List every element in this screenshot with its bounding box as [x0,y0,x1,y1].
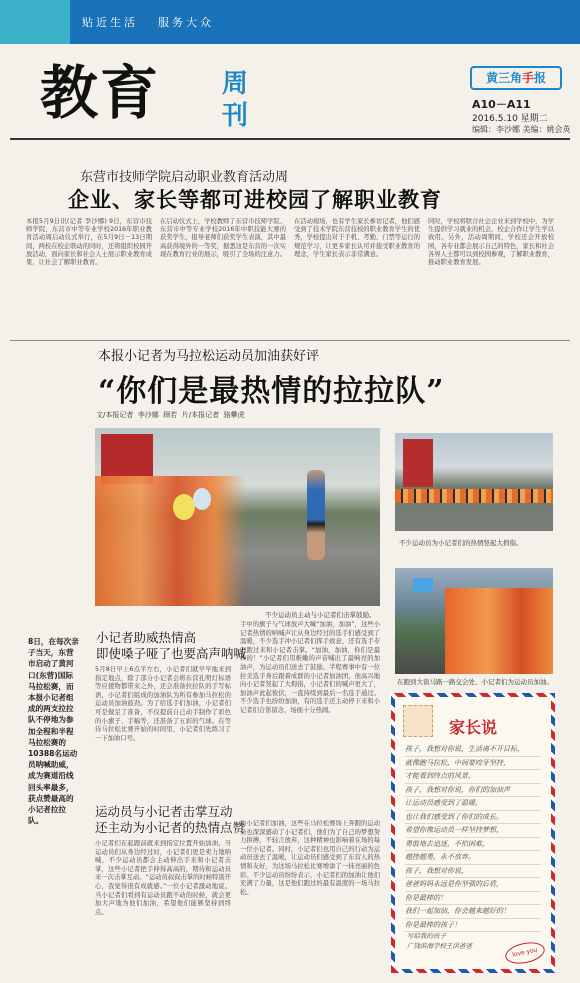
parent-letter-signature: 写给我的孩子 广饶滨海学校王洪爸爸 [407,932,472,950]
paper-name-part-c: 报 [534,71,547,85]
paper-logo [470,66,562,90]
section2-headline-line1: 运动员与小记者击掌互动 [95,804,233,819]
article2-byline: 文/本报记者 李沙娜 顾若 片/本报记者 骆攀虎 [96,411,245,419]
banner-accent-block [0,0,70,44]
photo-balloon [173,494,195,520]
article1-headline: 企业、家长等都可进校园了解职业教育 [68,188,442,212]
photo3-caption: 在跑到大街马路一路交会处，小记者们为运动员加油。 [397,678,553,686]
issue-editors: 编辑：李沙娜 美编：姚会英 [472,125,571,134]
section2-body-left: 小记者们在起跑前就来到指定位置开始加油，当运动员们从身边经过时，小记者们更是卖力地呐喊，不少运动员都会主动伸出手来和小记者击掌，这些小记者把手伸得高高的，期待和运动员来一次击掌互动。“运动员叔叔击掌的时候特别开心，我觉得很有成就感。”一位小记者激动地说。当小记者们看到有运动员跑不动的时候，就会更加大声地为他们加油，希望他们能够坚持到终点。 [95,840,231,916]
love-stamp: love you [503,939,546,967]
photo-kids-crowd [95,476,245,606]
section1-body-left: 5月8日早上6点半左右，小记者们就早早地来到指定地点，除了部分小记者会将东营孔明灯标语等应援物都带来之外，还会准备拉拉队的手写标语，小记者们组成的加油队为所有参加马拉松的运动员加油鼓劲。为了给选手们加油，小记者们可是做足了准备，不仅提前自己动手制作了彩色的小旗子、手幅等，还准备了五彩的气球。在等待马拉松比赛开始的时间里，小记者们先练习了一下加油口号。 [95,666,231,742]
section1-headline [96,630,246,662]
parent-letter-line: 爸爸妈妈永远是你坚强的后盾， [405,878,541,892]
article2-headline: “你们是最热情的拉拉队” [98,374,445,409]
section1-body-right: 手中的旗子与气球放声大喊“加油，加油”，这些小记者热情的呐喊声让从身边经过的选手们感受到了温暖，不少选手冲小记者们挥手致意，还有选手专门跑过来和小记者击掌。“加油，加油，你们是最棒的！”小记者们用稚嫩的声音喊出了最响亮的加油声，为运动员们送去了鼓励。半程赛事中有一位拉美选手身后跟着成群的小记者加油团，他高兴地向小记者竖起了大拇指，小记者们的喊声更大了，加油声此起彼伏，一直持续到最后一名选手通过。不少选手也纷纷加油，有的选手还主动停下来和小记者们合影留念，场面十分热闹。 [240,621,380,714]
banner-slogan [82,14,234,30]
photo2-caption: 不少运动员为小记者们的热情竖起大拇指。 [399,539,523,547]
slogan-part-1: 贴近生活 [82,16,138,29]
article1-column-2: 在启动仪式上，学校教师了东营市技师学院、东营市中等专业学校2016年中职技能大赛的获奖学生，报导老师们获奖学生表演，其中最高获得境外的一等奖，据悉这是东营的一次实现在教育行业的展示，吸引了全场的注意力。 [160,218,286,258]
section1-headline-line2: 即使嗓子哑了也要高声呐喊 [96,646,247,661]
article1-column-4: 同时，学校将联合社会企业来到学校中，为学生提供学习就业的机会，校企合作让学生学以致用。另外，活动周期间，学校还会开放校园，各专业都会展示自己的特色，家长和社会各界人士都可以到校园参观，了解职业教育，推动职业教育发展。 [428,218,554,267]
photo-gate [403,439,433,487]
photo1-caption: 不少运动员主动与小记者们击掌鼓励。 [265,611,376,619]
parent-letter-line: 越挫越勇，永不放弃。 [405,851,541,865]
parent-letter-line: 孩子，我想对你说， [405,865,541,879]
article1-column-3: 在活动现场，也有学生家长参访记者，他们感受到了技术学院东营技校的职业教育学生的优秀，学校提出对于手机、考勤、门禁等运行的规范学习，让更多家长认可并接受职业教育的理念，学生家长表示非常满意。 [294,218,420,258]
article1-kicker: 东营市技师学院启动职业教育活动周 [80,170,289,185]
parent-letter-line: 你是最棒的孩子！ [405,919,541,933]
photo-spectator-row [395,489,553,503]
photo-flag [413,578,433,592]
article-divider [10,340,570,341]
parent-letter-line: 你是最棒的！ [405,892,541,906]
parent-letter-line: 孩子，我想对你说，生活离不开目标， [405,743,541,757]
parent-letter-title: 家长说 [448,718,497,737]
parent-letter-card [391,693,555,973]
masthead-divider [10,138,570,140]
article1-column-1: 本报5月9日讯(记者 李沙娜) 9日，东营市技师学院、东营市中等专业学校2016年职业教育活动周启动仪式举行，在5月9日－13日期间，两校在校企联动的同时，还将组织校园开放活动，面向家长和社会人士展示职业教育成果，让社会了解职业教育。 [26,218,152,267]
parent-letter-line: 孩子，我想对你说，你们的加油声 [405,784,541,798]
parent-letter-line: 才能看到终点的风景。 [405,770,541,784]
photo-kids-cheering-street [395,568,553,674]
issue-pages: A10－A11 [472,98,531,111]
parent-letter-line: 也让我们感受到了你们的成长。 [405,811,541,825]
photo-race-crowd [395,433,553,531]
section1-headline-line1: 小记者助威热情高 [96,630,197,645]
parent-letter-line: 让运动员感受到了温暖， [405,797,541,811]
paper-name-part-b: 手 [521,71,534,85]
parent-letter-line: 就像跑马拉松，中间要咬牙坚持， [405,757,541,771]
slogan-part-2: 服务大众 [158,16,214,29]
article1-body [26,218,554,336]
masthead [40,58,249,131]
parent-letter-lines [405,743,541,932]
photo-runner [307,470,325,560]
masthead-title: 教育 [40,59,161,127]
photo-cheering-kids-runner [95,428,380,606]
photo-balloon [193,488,211,510]
masthead-subtitle: 周刊 [222,69,249,131]
parent-letter-line: 希望你像运动员一样坚持梦想， [405,824,541,838]
article2-kicker: 本报小记者为马拉松运动员加油获好评 [98,349,320,364]
parent-letter-line: 我们一起加油，你会越来越好的！ [405,905,541,919]
photo-kids-group [445,588,553,674]
parent-letter-paper [395,697,551,969]
issue-date: 2016.5.10 星期二 [472,114,548,124]
parent-letter-line: 勇敢地去追逐，不怕困难， [405,838,541,852]
section2-headline [95,804,245,836]
section2-body-right: 为小记者们加油，这些在马拉松赛场上奔跑的运动员也深深感动了小记者们，他们为了自己的梦想努力拼搏，不轻言放弃，这种精神也影响着在场的每一位小记者。同时，小记者们也用自己的行动为运动员送去了温暖，让运动员们感受到了东营人的热情和友好，为这场马拉松比赛增添了一抹亮丽的色彩。不少运动员纷纷表示，小记者们的加油让他们充满了力量，这是他们跑过的最有温度的一场马拉松。 [240,820,380,896]
section2-headline-line2: 还主动为小记者的热情点赞 [95,820,246,835]
side-column-intro: 8日，在每次亲子当天，东营市启动了黄河口(东营)国际马拉松赛，而本报小记者组成的两支拉拉队不停地为参加全程和半程马拉松赛的10388名运动员呐喊助威，成为赛道沿线回头率最多，获点赞最高的小记者拉拉队。 [28,637,79,826]
paper-name-part-a: 黄三角 [485,71,522,85]
top-banner [0,0,580,44]
